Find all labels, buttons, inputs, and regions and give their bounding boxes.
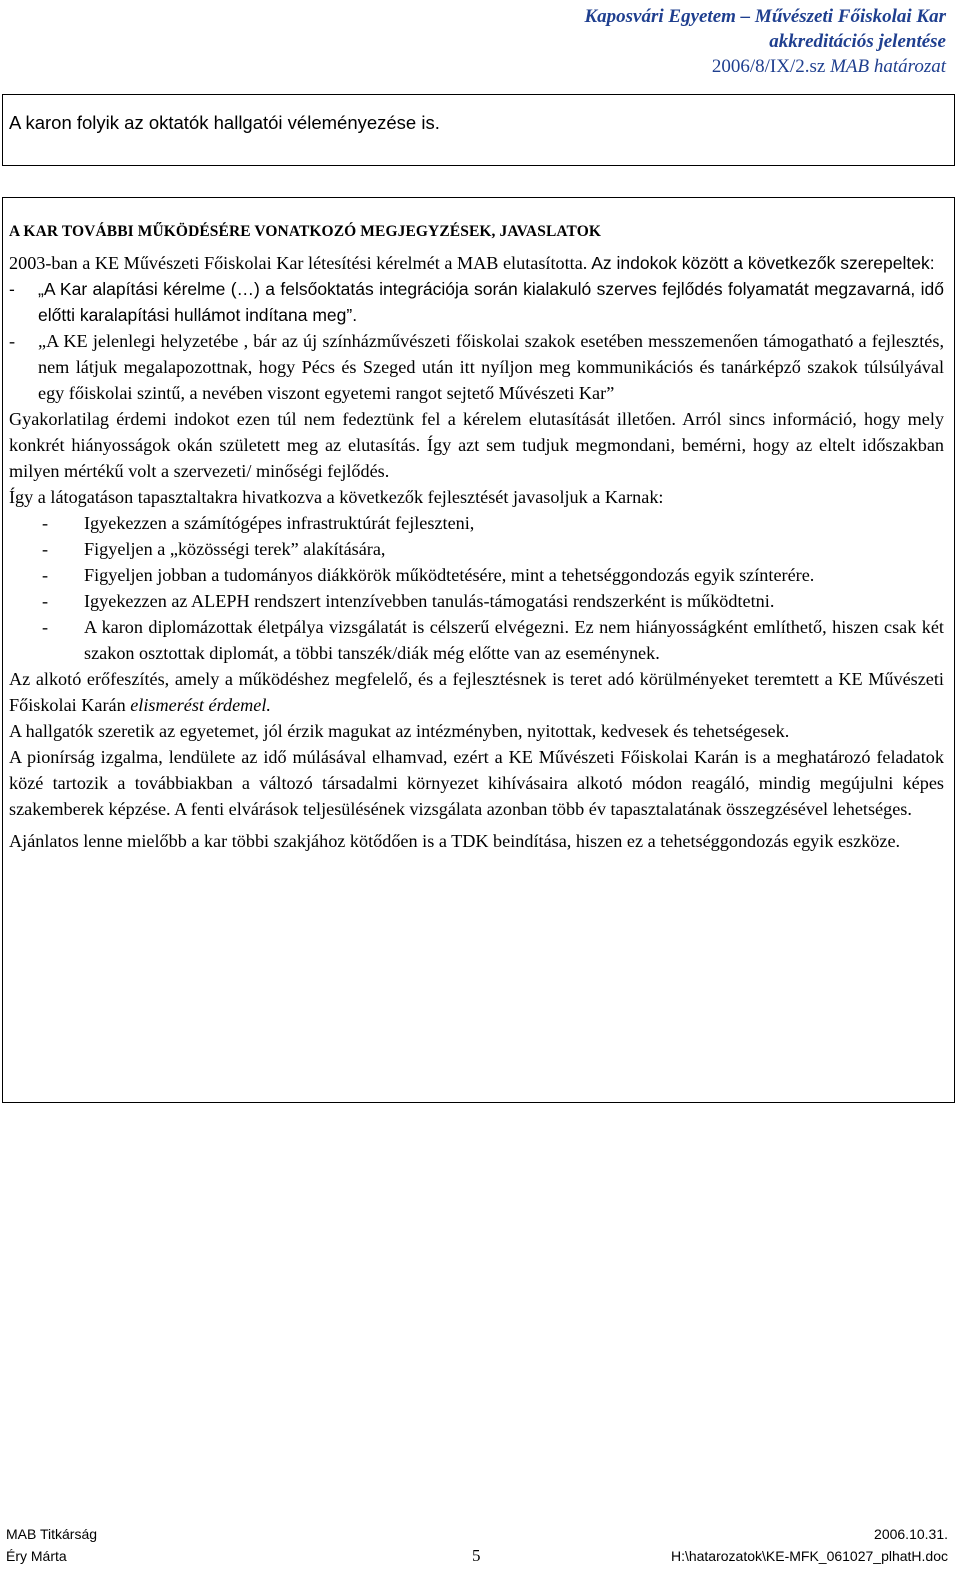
intro-paragraph — [9, 250, 944, 276]
recommendation-dash: - — [42, 565, 49, 585]
page-number: 5 — [472, 1546, 481, 1565]
recommendation-dash: - — [42, 591, 49, 611]
recommendation-dash: - — [42, 617, 49, 637]
recommendation-item — [9, 510, 944, 536]
footer-file-path: H:\hatarozatok\KE-MFK_061027_plhatH.doc — [670, 1548, 948, 1564]
acknowledgement-emphasis: elismerést érdemel. — [130, 695, 271, 715]
recommendation-item — [9, 536, 944, 562]
footer-date: 2006.10.31. — [874, 1526, 948, 1542]
recommendation-text: Igyekezzen az ALEPH rendszert intenzívebben tanulás-támogatási rendszerként is működtetni. — [84, 591, 775, 611]
paragraph-recommendations-intro: Így a látogatáson tapasztaltakra hivatkozva a következők fejlesztését javasoljuk a Karnak: — [9, 487, 664, 507]
header-resolution — [584, 54, 946, 79]
recommendation-dash: - — [42, 539, 49, 559]
recommendation-text: A karon diplomázottak életpálya vizsgálatát is célszerű elvégezni. Ez nem hiányosságként említhető, hiszen csak két szakon osztottak diplomát, a többi tanszék/diák még előtte van az eseménynek. — [84, 617, 944, 663]
paragraph-tdk-recommendation: Ajánlatos lenne mielőbb a kar többi szakjához kötődően is a TDK beindítása, hiszen ez a tehetséggondozás egyik eszköze. — [9, 831, 901, 851]
remarks-section — [2, 197, 955, 1103]
reason-dash: - — [9, 279, 15, 299]
paragraph-students: A hallgatók szeretik az egyetemet, jól érzik magukat az intézményben, nyitottak, kedvesek és tehetségesek. — [9, 721, 790, 741]
footer-organization: MAB Titkárság — [6, 1526, 98, 1542]
intro-sans-text: Az indokok között a következők szerepeltek: — [587, 253, 935, 273]
recommendation-item — [9, 562, 944, 588]
footer-author: Éry Márta — [6, 1548, 67, 1564]
reason-item — [9, 328, 944, 406]
header-institution: Kaposvári Egyetem – Művészeti Főiskolai Kar — [584, 6, 946, 27]
recommendation-text: Igyekezzen a számítógépes infrastruktúrát fejleszteni, — [84, 513, 475, 533]
header-resolution-label: MAB határozat — [830, 56, 946, 77]
reason-dash: - — [9, 331, 16, 351]
recommendation-dash: - — [42, 513, 49, 533]
recommendations-list — [9, 510, 944, 666]
header-resolution-number: 2006/8/IX/2.sz — [711, 56, 826, 77]
reason-item — [9, 276, 944, 328]
acknowledgement-text: Az alkotó erőfeszítés, amely a működéshez megfelelő, és a fejlesztésnek is teret adó körülményeket teremtett a KE Művészeti Főiskolai Karán — [9, 669, 944, 715]
evaluation-note-box — [2, 94, 955, 166]
intro-serif-text: 2003-ban a KE Művészeti Főiskolai Kar létesítési kérelmét a MAB elutasította. — [9, 253, 588, 273]
document-header — [584, 4, 946, 79]
recommendation-item — [9, 614, 944, 666]
paragraph-acknowledgement — [9, 666, 944, 718]
recommendation-text: Figyeljen a „közösségi terek” alakítására, — [84, 539, 386, 559]
recommendation-item — [9, 588, 944, 614]
reason-text: „A Kar alapítási kérelme (…) a felsőoktatás integrációja során kialakuló szerves fejlődés folyamatát megzavarná, idő előtti karalapítási hullámot indítana meg”. — [38, 279, 944, 325]
paragraph-future-tasks: A pionírság izgalma, lendülete az idő múlásával elhamvad, ezért a KE Művészeti Főiskolai Karán is a meghatározó feladatok közé tartozik a továbbiakban a változó társadalmi környezet kihívásaira alkotó módon reagáló, mindig megújulni képes szakemberek képzése. A fenti elvárások teljesülésének vizsgálata azonban több év tapasztalatának összegzésével lehetséges. — [9, 747, 944, 819]
reason-text: „A KE jelenlegi helyzetébe , bár az új színházművészeti főiskolai szakok esetében messzemenően támogatható a fejlesztés, nem látjuk megalapozottnak, hogy Pécs és Szeged után itt nyíljon meg kommunikációs és tanárképző szakok túlsúlyával egy főiskolai szintű, a nevében viszont egyetemi rangot sejtető Művészeti Kar” — [38, 331, 944, 403]
paragraph-findings: Gyakorlatilag érdemi indokot ezen túl nem fedeztünk fel a kérelem elutasítását illetően. Arról sincs információ, hogy mely konkrét hiányosságok okán született meg az elutasítás. Így azt sem tudjuk megmondani, bemérni, hogy az eltelt időszakban milyen mértékű volt a szervezeti/ minőségi fejlődés. — [9, 409, 944, 481]
section-title: A KAR TOVÁBBI MŰKÖDÉSÉRE VONATKOZÓ MEGJEGYZÉSEK, JAVASLATOK — [9, 223, 602, 240]
evaluation-note-text: A karon folyik az oktatók hallgatói véleményezése is. — [9, 112, 440, 133]
document-footer — [6, 1523, 948, 1567]
header-report-type: akkreditációs jelentése — [769, 31, 946, 52]
recommendation-text: Figyeljen jobban a tudományos diákkörök működtetésére, mint a tehetséggondozás egyik színterére. — [84, 565, 815, 585]
